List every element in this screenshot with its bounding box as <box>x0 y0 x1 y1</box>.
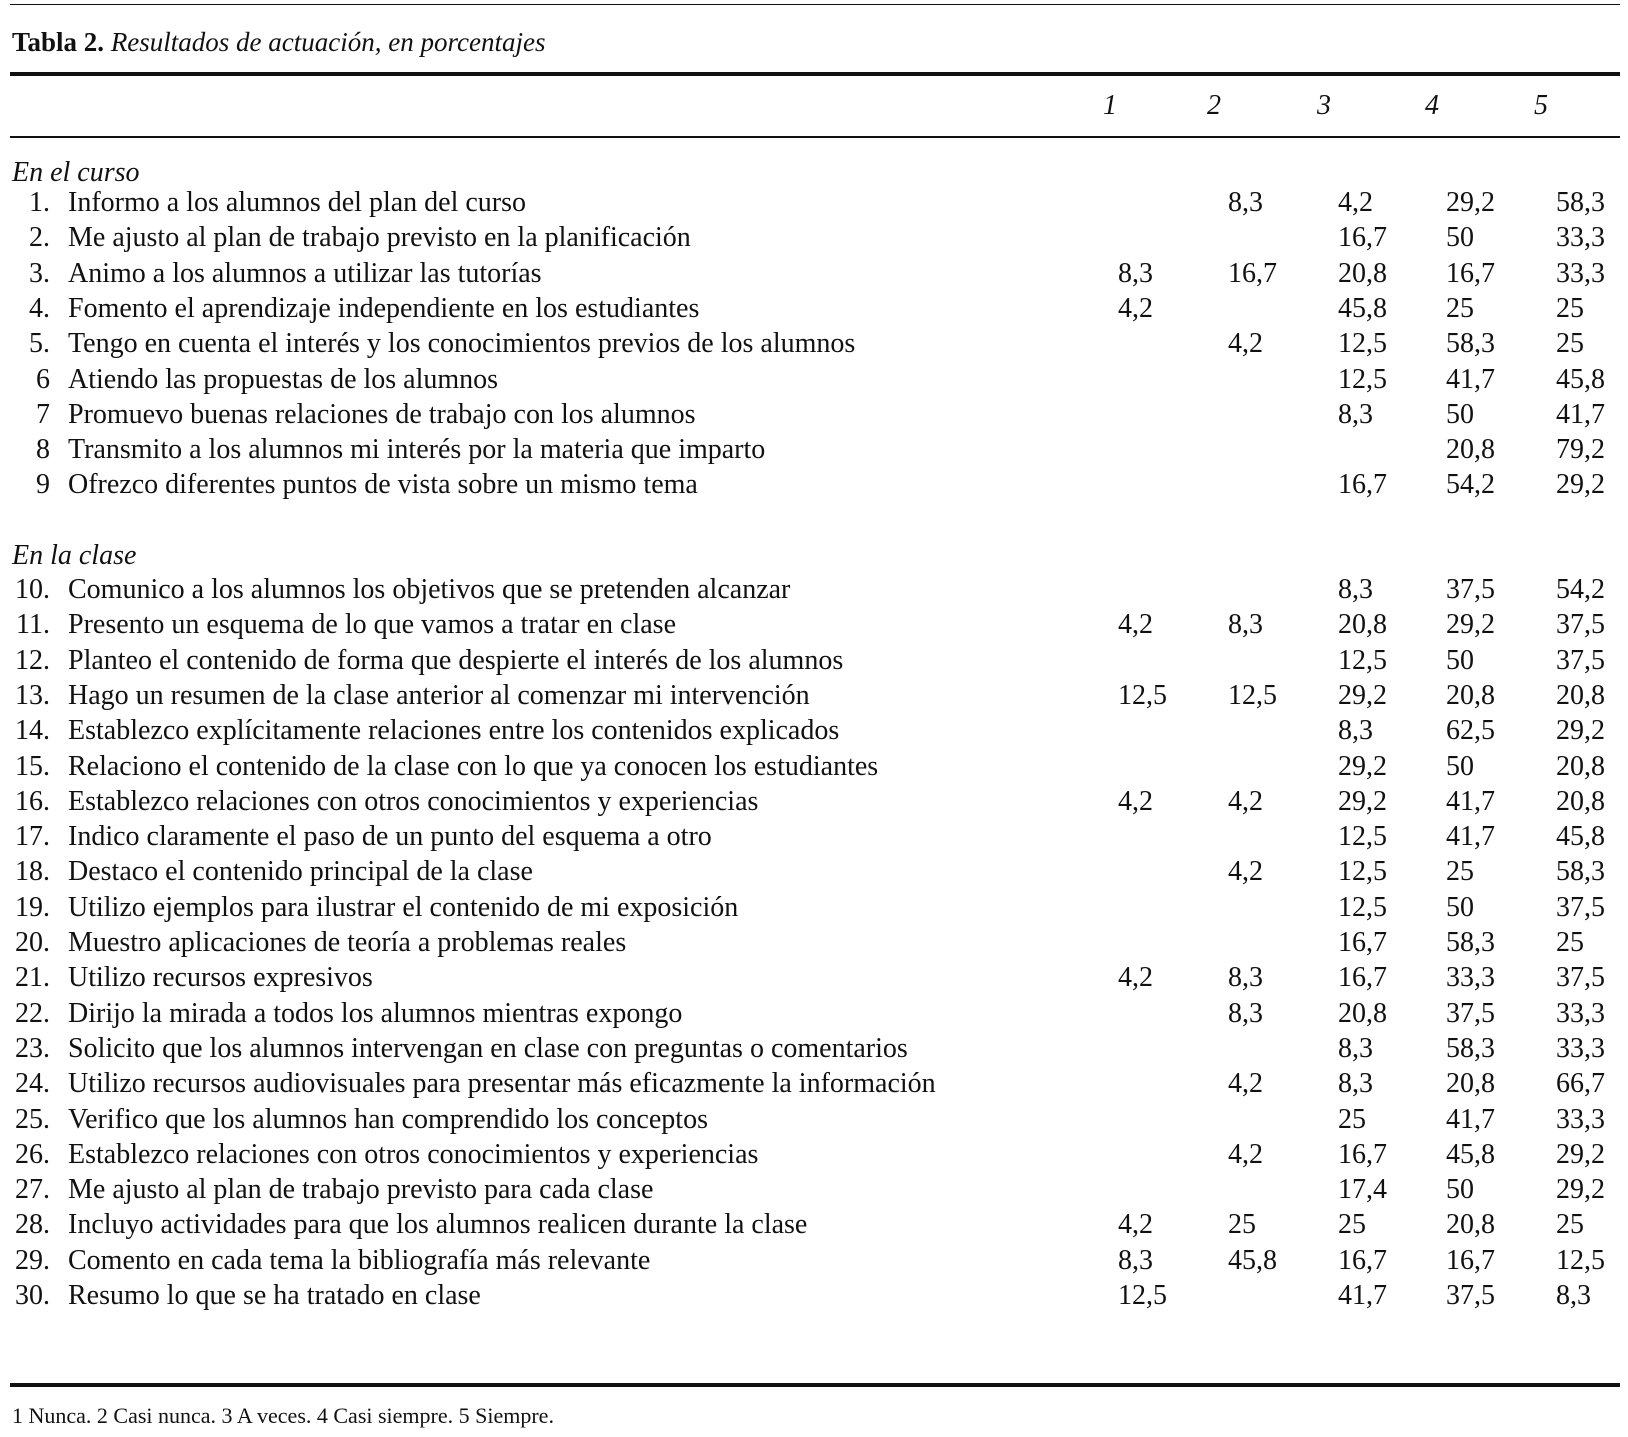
table-row <box>0 326 1628 362</box>
value-cell-col5: 79,2 <box>1556 434 1605 465</box>
row-statement: Animo a los alumnos a utilizar las tutorías <box>68 258 542 289</box>
value-cell-col3: 16,7 <box>1338 469 1387 500</box>
table-row <box>0 890 1628 926</box>
value-cell-col3: 12,5 <box>1338 645 1387 676</box>
value-cell-col5: 37,5 <box>1556 892 1605 923</box>
value-cell-col1: 8,3 <box>1118 1245 1153 1276</box>
table-row <box>0 185 1628 221</box>
table-label: Tabla 2. <box>12 27 105 57</box>
row-number: 4. <box>29 293 50 324</box>
table-row <box>0 220 1628 256</box>
value-cell-col5: 29,2 <box>1556 715 1605 746</box>
value-cell-col3: 16,7 <box>1338 962 1387 993</box>
value-cell-col5: 58,3 <box>1556 187 1605 218</box>
row-number: 17. <box>15 821 50 852</box>
value-cell-col3: 16,7 <box>1338 927 1387 958</box>
value-cell-col5: 25 <box>1556 927 1584 958</box>
value-cell-col4: 62,5 <box>1446 715 1495 746</box>
row-statement: Fomento el aprendizaje independiente en los estudiantes <box>68 293 700 324</box>
row-number: 25. <box>15 1104 50 1135</box>
value-cell-col5: 45,8 <box>1556 821 1605 852</box>
table-row <box>0 1172 1628 1208</box>
value-cell-col2: 8,3 <box>1228 962 1263 993</box>
value-cell-col5: 58,3 <box>1556 856 1605 887</box>
table-title: Resultados de actuación, en porcentajes <box>110 27 546 57</box>
value-cell-col5: 37,5 <box>1556 609 1605 640</box>
value-cell-col2: 25 <box>1228 1209 1256 1240</box>
value-cell-col4: 37,5 <box>1446 574 1495 605</box>
value-cell-col3: 12,5 <box>1338 364 1387 395</box>
value-cell-col3: 8,3 <box>1338 715 1373 746</box>
value-cell-col2: 45,8 <box>1228 1245 1277 1276</box>
value-cell-col2: 4,2 <box>1228 856 1263 887</box>
row-number: 29. <box>15 1245 50 1276</box>
row-statement: Atiendo las propuestas de los alumnos <box>68 364 499 395</box>
table-row <box>0 996 1628 1032</box>
value-cell-col3: 20,8 <box>1338 258 1387 289</box>
table-row <box>0 925 1628 961</box>
row-statement: Presento un esquema de lo que vamos a tratar en clase <box>68 609 677 640</box>
row-number: 1. <box>29 187 50 218</box>
table-row <box>0 1207 1628 1243</box>
row-number: 3. <box>29 258 50 289</box>
row-statement: Transmito a los alumnos mi interés por la materia que imparto <box>68 434 766 465</box>
value-cell-col3: 17,4 <box>1338 1174 1387 1205</box>
value-cell-col2: 4,2 <box>1228 786 1263 817</box>
value-cell-col3: 4,2 <box>1338 187 1373 218</box>
value-cell-col5: 29,2 <box>1556 469 1605 500</box>
row-statement: Me ajusto al plan de trabajo previsto en la planificación <box>68 222 691 253</box>
table-row <box>0 819 1628 855</box>
value-cell-col5: 29,2 <box>1556 1174 1605 1205</box>
value-cell-col4: 58,3 <box>1446 328 1495 359</box>
value-cell-col3: 29,2 <box>1338 786 1387 817</box>
value-cell-col3: 20,8 <box>1338 609 1387 640</box>
row-number: 13. <box>15 680 50 711</box>
row-statement: Indico claramente el paso de un punto del esquema a otro <box>68 821 712 852</box>
table-row <box>0 432 1628 468</box>
value-cell-col3: 12,5 <box>1338 856 1387 887</box>
table-row <box>0 572 1628 608</box>
value-cell-col3: 29,2 <box>1338 680 1387 711</box>
column-header-1: 1 <box>1103 90 1117 121</box>
value-cell-col3: 16,7 <box>1338 1245 1387 1276</box>
row-number: 15. <box>15 751 50 782</box>
row-number: 21. <box>15 962 50 993</box>
table-row <box>0 397 1628 433</box>
row-number: 10. <box>15 574 50 605</box>
row-statement: Me ajusto al plan de trabajo previsto para cada clase <box>68 1174 654 1205</box>
table-row <box>0 291 1628 327</box>
section-title: En la clase <box>12 540 137 571</box>
value-cell-col5: 54,2 <box>1556 574 1605 605</box>
row-statement: Comento en cada tema la bibliografía más relevante <box>68 1245 651 1276</box>
row-statement: Utilizo recursos audiovisuales para presentar más eficazmente la información <box>68 1068 936 1099</box>
value-cell-col4: 16,7 <box>1446 258 1495 289</box>
value-cell-col2: 4,2 <box>1228 1068 1263 1099</box>
value-cell-col5: 41,7 <box>1556 399 1605 430</box>
header-rule-bottom <box>10 136 1620 138</box>
row-number: 8 <box>36 434 50 465</box>
value-cell-col2: 16,7 <box>1228 258 1277 289</box>
value-cell-col5: 37,5 <box>1556 962 1605 993</box>
row-statement: Utilizo ejemplos para ilustrar el contenido de mi exposición <box>68 892 739 923</box>
row-number: 14. <box>15 715 50 746</box>
value-cell-col4: 20,8 <box>1446 1068 1495 1099</box>
value-cell-col3: 12,5 <box>1338 892 1387 923</box>
value-cell-col4: 58,3 <box>1446 927 1495 958</box>
value-cell-col4: 20,8 <box>1446 1209 1495 1240</box>
value-cell-col4: 29,2 <box>1446 187 1495 218</box>
row-number: 16. <box>15 786 50 817</box>
value-cell-col1: 4,2 <box>1118 962 1153 993</box>
table-footnote: 1 Nunca. 2 Casi nunca. 3 A veces. 4 Casi siempre. 5 Siempre. <box>12 1403 554 1428</box>
value-cell-col3: 8,3 <box>1338 574 1373 605</box>
value-cell-col3: 16,7 <box>1338 1139 1387 1170</box>
row-statement: Establezco relaciones con otros conocimientos y experiencias <box>68 786 759 817</box>
value-cell-col2: 8,3 <box>1228 609 1263 640</box>
value-cell-col3: 12,5 <box>1338 821 1387 852</box>
value-cell-col5: 25 <box>1556 328 1584 359</box>
row-number: 2. <box>29 222 50 253</box>
value-cell-col3: 20,8 <box>1338 998 1387 1029</box>
row-statement: Destaco el contenido principal de la clase <box>68 856 533 887</box>
value-cell-col4: 20,8 <box>1446 680 1495 711</box>
value-cell-col4: 16,7 <box>1446 1245 1495 1276</box>
row-number: 9 <box>36 469 50 500</box>
value-cell-col4: 45,8 <box>1446 1139 1495 1170</box>
row-number: 6 <box>36 364 50 395</box>
table-row <box>0 1031 1628 1067</box>
value-cell-col5: 33,3 <box>1556 222 1605 253</box>
value-cell-col4: 37,5 <box>1446 998 1495 1029</box>
table-row <box>0 643 1628 679</box>
table-row <box>0 256 1628 292</box>
table-top-rule <box>10 4 1620 5</box>
table-row <box>0 1137 1628 1173</box>
row-statement: Utilizo recursos expresivos <box>68 962 373 993</box>
value-cell-col2: 8,3 <box>1228 187 1263 218</box>
value-cell-col4: 41,7 <box>1446 1104 1495 1135</box>
row-number: 12. <box>15 645 50 676</box>
value-cell-col1: 4,2 <box>1118 1209 1153 1240</box>
row-statement: Establezco explícitamente relaciones entre los contenidos explicados <box>68 715 840 746</box>
value-cell-col4: 33,3 <box>1446 962 1495 993</box>
value-cell-col5: 33,3 <box>1556 258 1605 289</box>
row-number: 30. <box>15 1280 50 1311</box>
row-number: 7 <box>36 399 50 430</box>
value-cell-col2: 12,5 <box>1228 680 1277 711</box>
value-cell-col3: 45,8 <box>1338 293 1387 324</box>
value-cell-col4: 25 <box>1446 856 1474 887</box>
table-row <box>0 1243 1628 1279</box>
value-cell-col4: 25 <box>1446 293 1474 324</box>
row-statement: Muestro aplicaciones de teoría a problemas reales <box>68 927 627 958</box>
row-statement: Resumo lo que se ha tratado en clase <box>68 1280 481 1311</box>
value-cell-col5: 33,3 <box>1556 1033 1605 1064</box>
value-cell-col3: 8,3 <box>1338 1033 1373 1064</box>
row-statement: Relaciono el contenido de la clase con lo que ya conocen los estudiantes <box>68 751 879 782</box>
value-cell-col4: 37,5 <box>1446 1280 1495 1311</box>
value-cell-col4: 54,2 <box>1446 469 1495 500</box>
value-cell-col4: 29,2 <box>1446 609 1495 640</box>
value-cell-col1: 12,5 <box>1118 1280 1167 1311</box>
value-cell-col5: 20,8 <box>1556 751 1605 782</box>
value-cell-col3: 25 <box>1338 1209 1366 1240</box>
row-statement: Promuevo buenas relaciones de trabajo con los alumnos <box>68 399 696 430</box>
value-cell-col4: 58,3 <box>1446 1033 1495 1064</box>
row-number: 19. <box>15 892 50 923</box>
value-cell-col5: 29,2 <box>1556 1139 1605 1170</box>
value-cell-col4: 50 <box>1446 645 1474 676</box>
value-cell-col2: 8,3 <box>1228 998 1263 1029</box>
row-statement: Incluyo actividades para que los alumnos realicen durante la clase <box>68 1209 808 1240</box>
value-cell-col4: 41,7 <box>1446 821 1495 852</box>
value-cell-col5: 37,5 <box>1556 645 1605 676</box>
header-rule-top <box>10 72 1620 76</box>
table-row <box>0 467 1628 503</box>
value-cell-col5: 66,7 <box>1556 1068 1605 1099</box>
value-cell-col2: 4,2 <box>1228 328 1263 359</box>
table-row <box>0 607 1628 643</box>
column-header-3: 3 <box>1317 90 1331 121</box>
value-cell-col5: 33,3 <box>1556 998 1605 1029</box>
value-cell-col5: 20,8 <box>1556 786 1605 817</box>
value-cell-col5: 33,3 <box>1556 1104 1605 1135</box>
value-cell-col1: 4,2 <box>1118 293 1153 324</box>
row-number: 22. <box>15 998 50 1029</box>
value-cell-col3: 12,5 <box>1338 328 1387 359</box>
value-cell-col2: 4,2 <box>1228 1139 1263 1170</box>
table-row <box>0 1066 1628 1102</box>
value-cell-col5: 20,8 <box>1556 680 1605 711</box>
row-statement: Comunico a los alumnos los objetivos que se pretenden alcanzar <box>68 574 791 605</box>
value-cell-col5: 25 <box>1556 293 1584 324</box>
value-cell-col4: 50 <box>1446 892 1474 923</box>
row-number: 18. <box>15 856 50 887</box>
table-row <box>0 960 1628 996</box>
row-number: 11. <box>16 609 50 640</box>
table-bottom-rule <box>10 1383 1620 1387</box>
value-cell-col1: 8,3 <box>1118 258 1153 289</box>
table-row <box>0 362 1628 398</box>
value-cell-col4: 20,8 <box>1446 434 1495 465</box>
value-cell-col3: 8,3 <box>1338 399 1373 430</box>
row-statement: Planteo el contenido de forma que despierte el interés de los alumnos <box>68 645 844 676</box>
value-cell-col4: 50 <box>1446 751 1474 782</box>
row-statement: Informo a los alumnos del plan del curso <box>68 187 527 218</box>
row-number: 28. <box>15 1209 50 1240</box>
table-row <box>0 678 1628 714</box>
row-statement: Dirijo la mirada a todos los alumnos mientras expongo <box>68 998 683 1029</box>
section-title: En el curso <box>12 157 140 188</box>
value-cell-col1: 12,5 <box>1118 680 1167 711</box>
row-statement: Hago un resumen de la clase anterior al comenzar mi intervención <box>68 680 810 711</box>
value-cell-col5: 8,3 <box>1556 1280 1591 1311</box>
row-number: 27. <box>15 1174 50 1205</box>
value-cell-col4: 41,7 <box>1446 364 1495 395</box>
row-statement: Establezco relaciones con otros conocimientos y experiencias <box>68 1139 759 1170</box>
table-row <box>0 854 1628 890</box>
row-number: 24. <box>15 1068 50 1099</box>
table-row <box>0 749 1628 785</box>
value-cell-col5: 45,8 <box>1556 364 1605 395</box>
row-number: 20. <box>15 927 50 958</box>
row-statement: Tengo en cuenta el interés y los conocimientos previos de los alumnos <box>68 328 856 359</box>
value-cell-col4: 50 <box>1446 1174 1474 1205</box>
column-header-4: 4 <box>1425 90 1439 121</box>
table-row <box>0 713 1628 749</box>
table-row <box>0 1102 1628 1138</box>
value-cell-col4: 50 <box>1446 222 1474 253</box>
value-cell-col3: 16,7 <box>1338 222 1387 253</box>
value-cell-col1: 4,2 <box>1118 786 1153 817</box>
table-row <box>0 784 1628 820</box>
value-cell-col3: 8,3 <box>1338 1068 1373 1099</box>
value-cell-col5: 25 <box>1556 1209 1584 1240</box>
row-statement: Ofrezco diferentes puntos de vista sobre un mismo tema <box>68 469 698 500</box>
value-cell-col4: 41,7 <box>1446 786 1495 817</box>
table-caption <box>12 22 545 62</box>
value-cell-col4: 50 <box>1446 399 1474 430</box>
value-cell-col3: 25 <box>1338 1104 1366 1135</box>
value-cell-col3: 41,7 <box>1338 1280 1387 1311</box>
column-header-5: 5 <box>1534 90 1548 121</box>
row-number: 5. <box>29 328 50 359</box>
row-statement: Verifico que los alumnos han comprendido los conceptos <box>68 1104 708 1135</box>
row-number: 26. <box>15 1139 50 1170</box>
column-header-2: 2 <box>1207 90 1221 121</box>
row-statement: Solicito que los alumnos intervengan en clase con preguntas o comentarios <box>68 1033 908 1064</box>
value-cell-col3: 29,2 <box>1338 751 1387 782</box>
value-cell-col5: 12,5 <box>1556 1245 1605 1276</box>
table-row <box>0 1278 1628 1314</box>
value-cell-col1: 4,2 <box>1118 609 1153 640</box>
row-number: 23. <box>15 1033 50 1064</box>
